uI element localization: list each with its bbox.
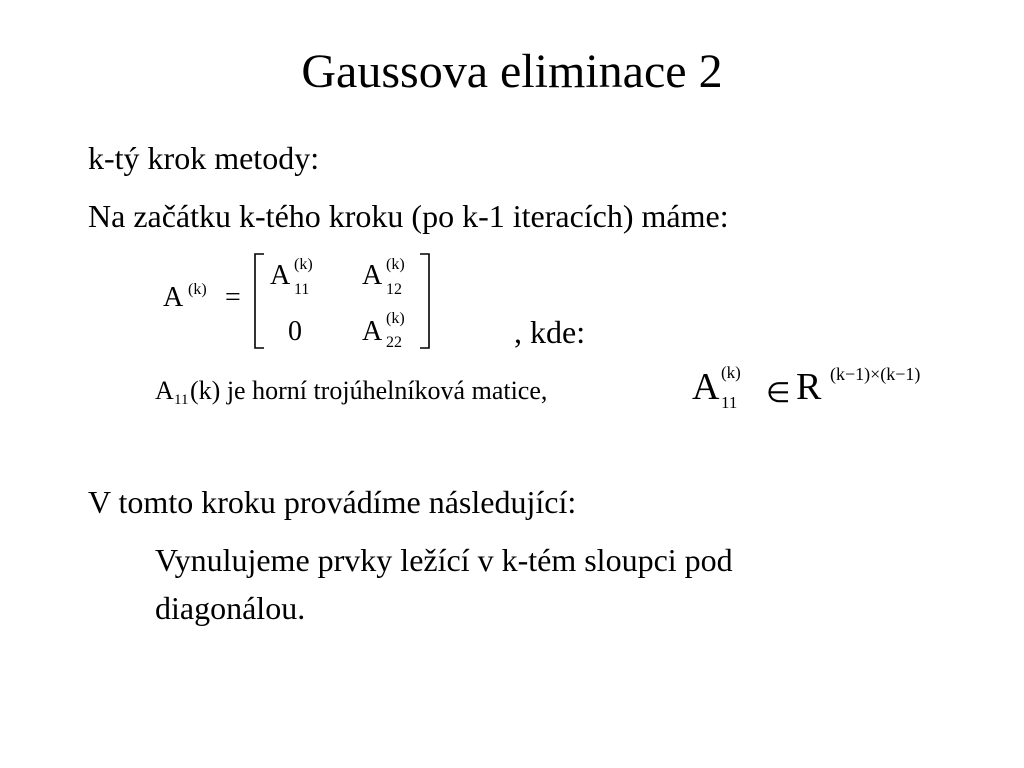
matrix-a11-sup: (k) xyxy=(294,256,313,273)
matrix-a21-zero: 0 xyxy=(288,316,302,347)
matrix-a11-sub: 11 xyxy=(294,281,310,298)
text-step-heading: k-tý krok metody: xyxy=(88,140,320,176)
text-kde: , kde: xyxy=(514,314,586,350)
text-start-of-step: Na začátku k-tého kroku (po k-1 iteracích) máme: xyxy=(88,198,729,234)
member-A: A xyxy=(692,366,720,408)
matrix-a22-sub: 22 xyxy=(386,334,402,351)
text-in-this-step: V tomto kroku provádíme následující: xyxy=(88,484,577,520)
slide-title: Gaussova eliminace 2 xyxy=(301,45,723,98)
text-zero-elements-line1: Vynulujeme prvky ležící v k-tém sloupci pod xyxy=(155,542,733,578)
member-R-sup: (k−1)×(k−1) xyxy=(830,364,921,384)
eq-equals: = xyxy=(225,282,241,313)
eq-lhs-sup: (k) xyxy=(188,281,207,298)
left-bracket-icon xyxy=(252,252,266,350)
matrix-a12: A xyxy=(362,260,383,291)
a11-prefix: A xyxy=(155,376,174,405)
matrix-a12-sub: 12 xyxy=(386,281,402,298)
member-A-sub: 11 xyxy=(721,393,738,412)
eq-lhs: A xyxy=(163,282,184,313)
member-A-sup: (k) xyxy=(721,363,741,382)
right-bracket-icon xyxy=(418,252,432,350)
matrix-a22-sup: (k) xyxy=(386,310,405,327)
matrix-a22: A xyxy=(362,316,383,347)
a11-text: (k) je horní trojúhelníková matice, xyxy=(190,376,548,405)
member-R: R xyxy=(796,366,822,408)
matrix-a12-sup: (k) xyxy=(386,256,405,273)
a11-subscript: 11 xyxy=(174,392,189,408)
matrix-a11: A xyxy=(270,260,291,291)
text-zero-elements-line2: diagonálou. xyxy=(155,590,306,626)
element-of-icon: ∈ xyxy=(766,378,791,409)
